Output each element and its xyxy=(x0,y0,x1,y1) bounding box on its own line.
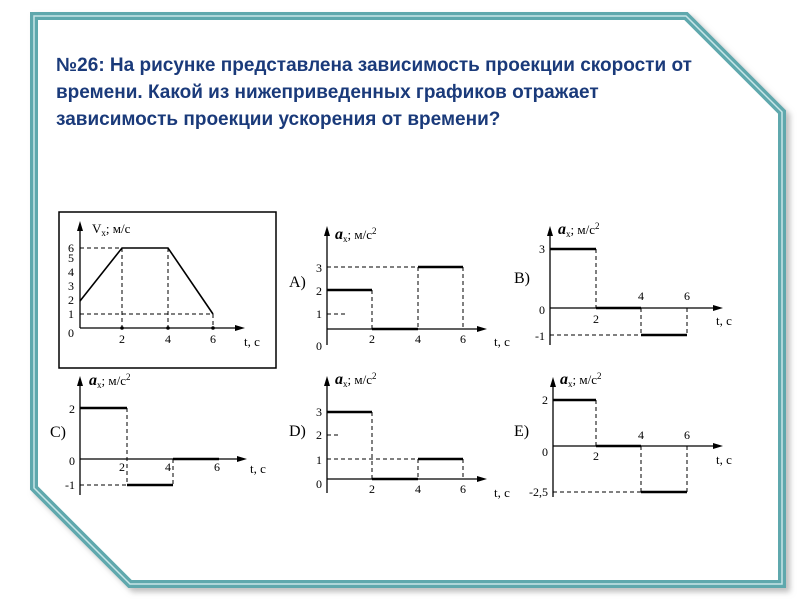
option-b-zero: 0 xyxy=(539,303,545,317)
option-d-y-label: $a_x$; $м/с^2$ xyxy=(335,371,377,389)
option-c-x-label: t, с xyxy=(250,461,266,476)
option-c-zero: 0 xyxy=(69,454,75,468)
option-c-x-tick: 2 xyxy=(119,460,125,474)
option-a-y-tick: 1 xyxy=(316,307,322,321)
option-d-zero: 0 xyxy=(316,477,322,491)
option-d-y-tick: 2 xyxy=(316,428,322,442)
velocity-y-tick: 6 xyxy=(68,241,74,255)
option-e-graph[interactable] xyxy=(514,371,732,499)
option-e-x-tick: 2 xyxy=(593,449,599,463)
option-b-y-label: $a_x$; $м/с^2$ xyxy=(558,221,600,239)
option-d-x-label: t, с xyxy=(494,485,510,500)
option-a-zero: 0 xyxy=(316,339,322,353)
option-d-letter: D) xyxy=(289,423,306,440)
option-a-x-tick: 2 xyxy=(369,332,375,346)
option-b-graph[interactable] xyxy=(514,221,732,345)
option-d-y-tick: 1 xyxy=(316,453,322,467)
velocity-x-tick: 6 xyxy=(210,332,216,346)
option-a-x-tick: 6 xyxy=(460,332,466,346)
option-e-letter: E) xyxy=(514,423,530,440)
option-c-x-tick: 6 xyxy=(214,460,220,474)
option-b-x-tick: 4 xyxy=(638,289,644,303)
option-a-graph[interactable] xyxy=(289,226,510,353)
question-text: №26: На рисунке представлена зависимость проекции скорости от времени. Какой из нижеприведенных графиков отражает зависимость проекции ускорения от времени? xyxy=(56,55,692,130)
option-e-x-tick: 6 xyxy=(684,428,690,442)
velocity-y-tick: 5 xyxy=(68,251,74,265)
option-e-y-tick: 2 xyxy=(542,393,548,407)
option-b-y-tick: 3 xyxy=(539,242,545,256)
option-d-x-tick: 4 xyxy=(415,482,421,496)
option-e-y-tick: -2,5 xyxy=(529,485,548,499)
option-a-x-label: t, с xyxy=(494,334,510,349)
option-a-y-tick: 3 xyxy=(316,261,322,275)
option-e-y-label: $a_x$; $м/с^2$ xyxy=(560,371,602,389)
option-a-y-tick: 2 xyxy=(316,284,322,298)
option-c-x-tick: 4 xyxy=(165,460,171,474)
option-c-y-tick: -1 xyxy=(65,478,75,492)
option-a-letter: A) xyxy=(289,274,306,291)
velocity-y-tick: 2 xyxy=(68,293,74,307)
option-d-x-tick: 2 xyxy=(369,482,375,496)
velocity-x-label: t, с xyxy=(244,334,260,349)
velocity-y-label: $V_x$; м/с xyxy=(92,221,131,238)
option-a-x-tick: 4 xyxy=(415,332,421,346)
velocity-y-tick: 4 xyxy=(68,265,74,279)
option-c-letter: C) xyxy=(50,424,66,441)
option-d-x-tick: 6 xyxy=(460,482,466,496)
option-e-zero: 0 xyxy=(542,445,548,459)
option-b-x-label: t, с xyxy=(716,313,732,328)
velocity-y-tick: 1 xyxy=(68,307,74,321)
option-d-y-tick: 3 xyxy=(316,405,322,419)
option-d-graph[interactable] xyxy=(289,371,510,500)
option-e-x-tick: 4 xyxy=(638,428,644,442)
option-b-x-tick: 2 xyxy=(593,312,599,326)
option-b-x-tick: 6 xyxy=(684,289,690,303)
velocity-x-tick: 0 xyxy=(68,326,74,340)
option-c-graph[interactable] xyxy=(50,372,266,495)
velocity-x-tick: 4 xyxy=(165,332,171,346)
velocity-graph xyxy=(59,212,276,368)
option-a-y-label: $a_x$; $м/с^2$ xyxy=(335,226,377,244)
option-c-y-tick: 2 xyxy=(69,402,75,416)
velocity-x-tick: 2 xyxy=(119,332,125,346)
option-c-y-label: $a_x$; $м/с^2$ xyxy=(89,372,131,390)
velocity-y-tick: 3 xyxy=(68,279,74,293)
option-e-x-label: t, с xyxy=(716,452,732,467)
option-b-y-tick: -1 xyxy=(535,329,545,343)
option-b-letter: B) xyxy=(514,270,530,287)
